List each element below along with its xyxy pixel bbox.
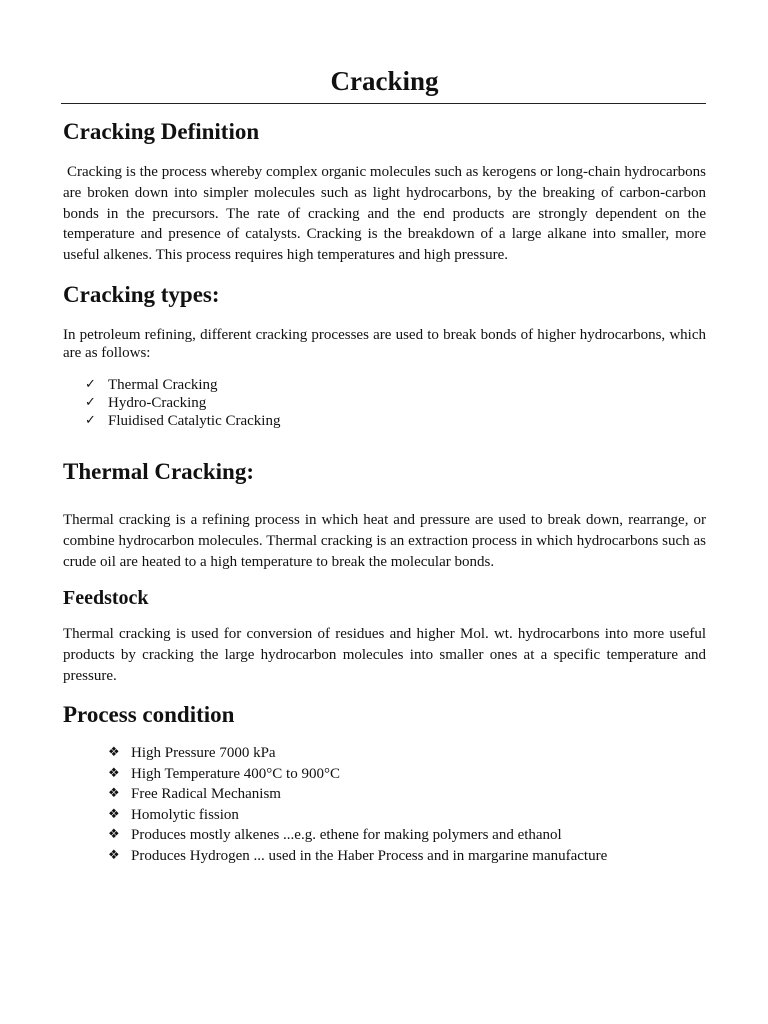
list-item-label: High Temperature 400°C to 900°C [131,765,340,782]
feedstock-heading: Feedstock [63,587,149,609]
list-item [85,394,280,412]
list-item [108,743,607,764]
list-item [108,805,607,826]
process-condition-heading: Process condition [63,702,235,727]
list-item-label: Free Radical Mechanism [131,786,281,802]
list-item [108,825,607,846]
list-item [108,846,607,867]
process-condition-list [108,743,607,866]
check-mark-icon: ✓ [85,413,96,428]
list-item-label: Thermal Cracking [108,377,218,393]
list-item-label: Produces mostly alkenes ...e.g. ethene for making polymers and ethanol [131,827,562,843]
four-diamond-bullet-icon: ❖ [108,745,120,760]
four-diamond-bullet-icon: ❖ [108,847,120,863]
thermal-cracking-heading: Thermal Cracking: [63,459,255,484]
list-item [85,412,280,430]
four-diamond-bullet-icon: ❖ [108,765,120,781]
list-item [108,764,607,785]
check-mark-icon: ✓ [85,395,96,410]
list-item-label: Fluidised Catalytic Cracking [108,413,281,429]
list-item [108,784,607,805]
list-item [85,376,280,394]
cracking-types-intro: In petroleum refining, different cracking processes are used to break bonds of higher hydrocarbons, which are as follows: [63,327,706,361]
four-diamond-bullet-icon: ❖ [108,806,120,822]
list-item-label: Hydro-Cracking [108,395,207,411]
list-item-label: High Pressure 7000 kPa [131,745,276,761]
list-item-label: Homolytic fission [131,806,239,823]
definition-paragraph: Cracking is the process whereby complex organic molecules such as kerogens or long-chain hydrocarbons are broken down into simpler molecules such as light hydrocarbons, by the breaking of carbon-carbon bonds in the precursors. The rate of cracking and the end products are strongly dependent on the temperature and presence of catalysts. Cracking is the breakdown of a large alkane into smaller, more useful alkenes. This process requires high temperatures and high pressure. [63,164,706,264]
cracking-types-heading: Cracking types: [63,282,220,307]
feedstock-paragraph: Thermal cracking is used for conversion of residues and higher Mol. wt. hydrocarbons into more useful products by cracking the large hydrocarbon molecules into smaller ones at a specific temperature and pressure. [63,626,706,684]
cracking-types-list [85,376,280,430]
page-title: Cracking [330,66,439,96]
list-item-label: Produces Hydrogen ... used in the Haber Process and in margarine manufacture [131,847,608,864]
thermal-cracking-paragraph: Thermal cracking is a refining process in which heat and pressure are used to break down, rearrange, or combine hydrocarbon molecules. Thermal cracking is an extraction process in which hydrocarbons such as crude oil are heated to a high temperature to break the molecular bonds. [63,512,706,570]
definition-heading: Cracking Definition [63,119,260,144]
four-diamond-bullet-icon: ❖ [108,786,120,801]
title-divider [61,103,706,104]
four-diamond-bullet-icon: ❖ [108,827,120,842]
check-mark-icon: ✓ [85,377,96,392]
